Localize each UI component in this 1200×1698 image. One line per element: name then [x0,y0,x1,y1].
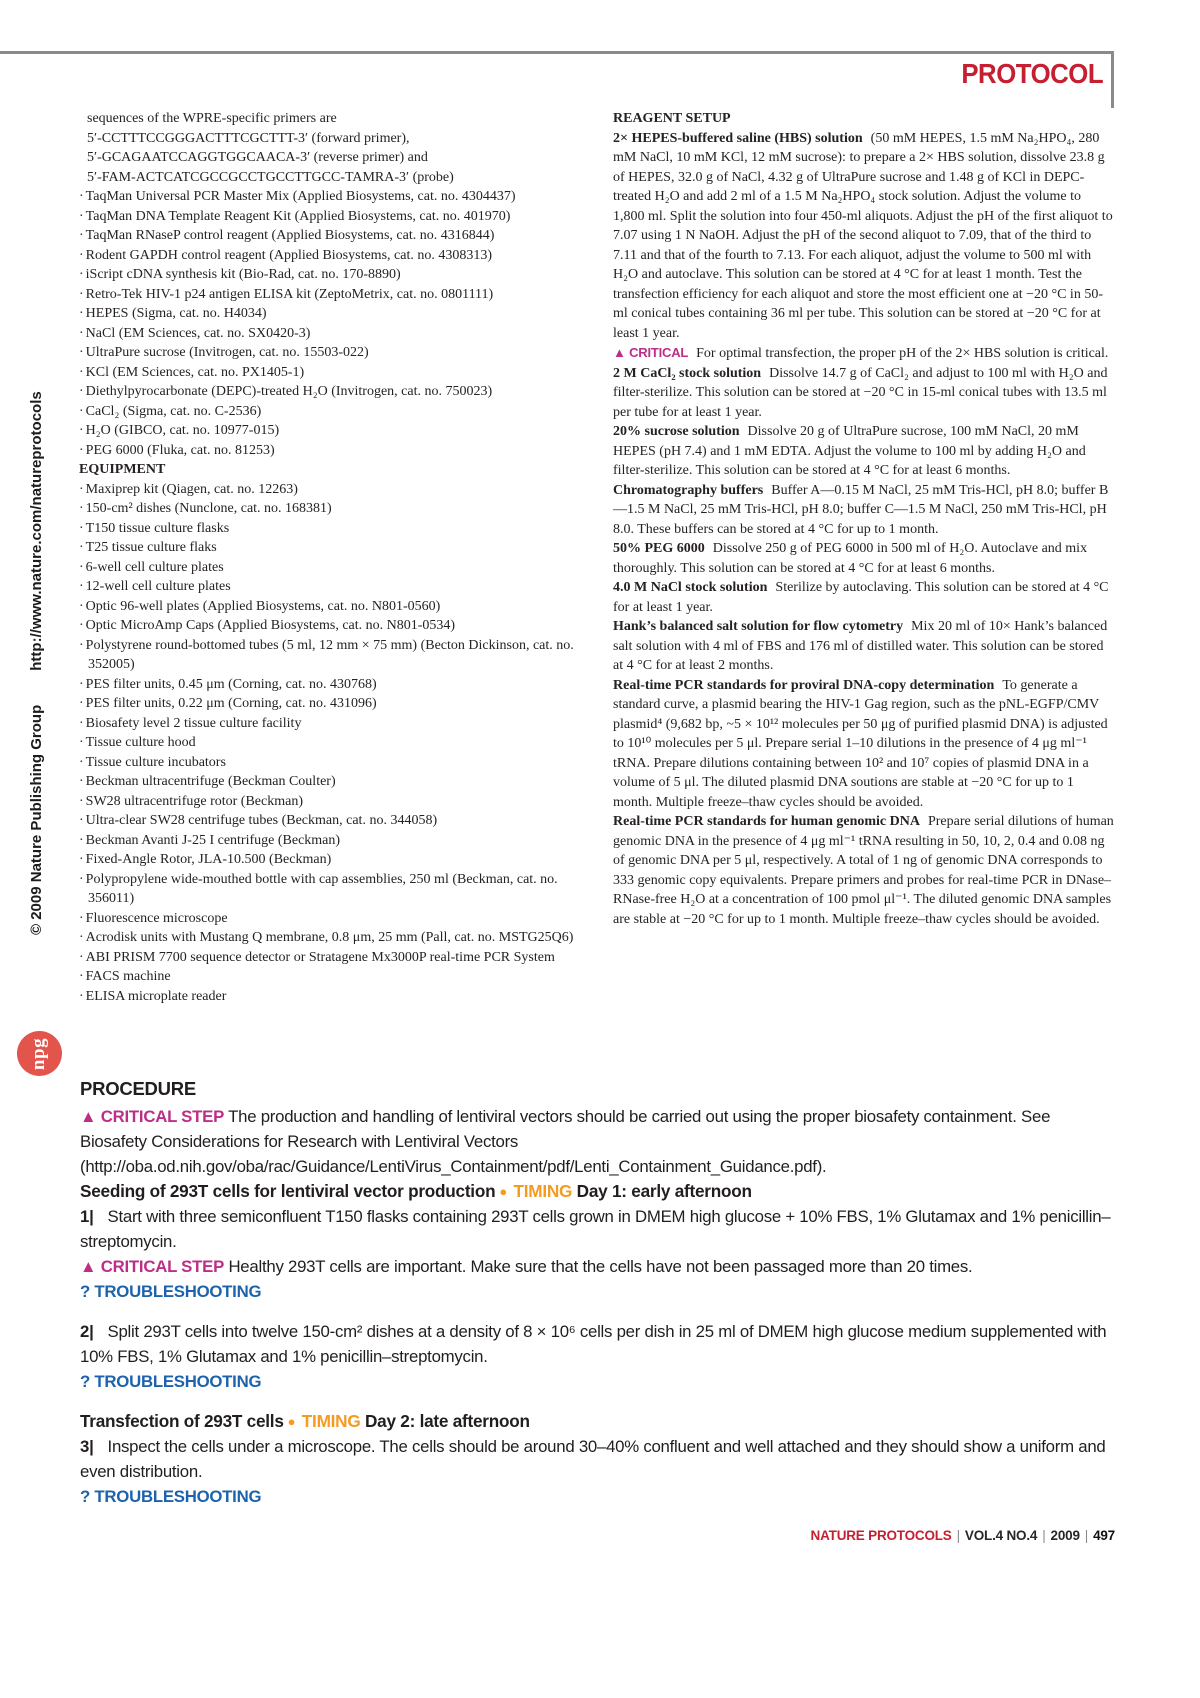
reagent-list-item: · PEG 6000 (Fluka, cat. no. 81253) [79,441,576,461]
reagent-setup-item-text: Dissolve 250 g of PEG 6000 in 500 ml of H₂O. Autoclave and mix thoroughly. This solution can be stored at 4 °C for at least 6 months. [613,541,1088,576]
right-column [613,109,1116,929]
reagent-setup-item [613,343,1116,364]
reagent-list-item: · KCl (EM Sciences, cat. no. PX1405-1) [79,363,576,383]
equipment-bullet-list [79,480,576,1007]
critical-step-text: The production and handling of lentiviral vectors should be carried out using the proper biosafety containment. See Biosafety Considerations for Research with Lentiviral Vectors (http://oba.od.nih.gov/oba/rac/Guidance/LentiVirus_Containment/pdf/Lenti_Containment_Guidance.pdf). [80,1107,1051,1176]
reagent-setup-item-text: Prepare serial dilutions of human genomic DNA in the presence of 4 μg ml⁻¹ tRNA resulting in 50, 10, 2, 0.4 and 0.08 ng of genomic DNA per 5 μl, respectively. A total of 1 ng of genomic DNA corresponds to 333 genomic copy equivalents. Prepare primers and probes for real-time PCR in DNase–RNase-free H₂O at a concentration of 100 pmol μl⁻¹. The diluted genomic DNA samples are stable at −20 °C for up to 1 month. Multiple freeze–thaw cycles should be avoided. [613,814,1114,927]
reagent-setup-item-text: Mix 20 ml of 10× Hank’s balanced salt solution with 4 ml of FBS and 176 ml of distilled water. This solution can be stored at 4 °C for at least 2 months. [613,619,1108,673]
step-1-critical-note [80,1254,1117,1279]
reagent-setup-item [613,364,1116,423]
footer-separator: | [956,1528,960,1543]
reagent-setup-item [613,539,1116,578]
footer-volume: VOL.4 NO.4 [964,1528,1038,1543]
step-number: 2| [80,1322,94,1341]
footer-page-number: 497 [1093,1528,1115,1543]
equipment-list-item: · ELISA microplate reader [79,987,576,1007]
procedure-critical-note [80,1104,1117,1179]
equipment-list-item: · PES filter units, 0.45 μm (Corning, cat. no. 430768) [79,675,576,695]
critical-step-marker: ▲ CRITICAL STEP [80,1107,225,1126]
primer-sequence-line: 5′-CCTTTCCGGGACTTTCGCTTT-3′ (forward primer), [87,130,410,146]
step-number: 1| [80,1207,94,1226]
page-footer [811,1528,1115,1543]
timing-label: TIMING [513,1181,573,1201]
timing-dot-icon: ● [499,1184,507,1199]
timing-label: TIMING [301,1411,361,1431]
reagent-setup-item-text: (50 mM HEPES, 1.5 mM Na₂HPO₄, 280 mM NaCl, 10 mM KCl, 12 mM sucrose): to prepare a 2× HBS solution, dissolve 23.8 g of HEPES, 32.0 g of NaCl, 4.32 g of UltraPure sucrose and 1.48 g of KCl in DEPC-treated H₂O and add 2 ml of a 1.5 M Na₂HPO₄ stock solution. Adjust the volume to 1,800 ml. Split the solution into four 450-ml aliquots. Adjust the pH of the first aliquot to 7.07 using 1 N NaOH. Adjust the pH of the second aliquot to 7.09, that of the third to 7.11 and that of the fourth to 7.13. For each aliquot, adjust the volume to 500 ml with H₂O and autoclave. This solution can be stored at 4 °C for at least 1 month. Test the transfection efficiency for each aliquot and store the most efficient one at −20 °C in 50-ml conical tubes containing 36 ml per tube. This solution can be stored at −20 °C for at least 1 year. [613,130,1113,341]
reagent-setup-item-text: Dissolve 20 g of UltraPure sucrose, 100 mM NaCl, 20 mM HEPES (pH 7.4) and 1 mM EDTA. Adjust the volume to 100 ml by adding H₂O and filter-sterilize. This solution can be stored at 4 °C for at least 6 months. [613,424,1086,478]
reagent-list-item: · TaqMan DNA Template Reagent Kit (Applied Biosystems, cat. no. 401970) [79,207,576,227]
troubleshooting-link: ? TROUBLESHOOTING [80,1372,262,1391]
reagent-list-item: · HEPES (Sigma, cat. no. H4034) [79,304,576,324]
reagent-setup-item-text: To generate a standard curve, a plasmid bearing the HIV-1 Gag region, such as the pNL-EGFP/CMV plasmid⁴ (9,682 bp, ~5 × 10¹² molecules per 50 μg of purified plasmid DNA) is adjusted to 10¹⁰ molecules per 5 μl. Prepare serial 1–10 dilutions in the presence of 4 μg ml⁻¹ tRNA. Prepare dilutions containing between 10² and 10⁷ copies of plasmid DNA in a volume of 5 μl. The diluted plasmid DNA soutions are stable at −20 °C for up to 1 month. Multiple freeze–thaw cycles should be avoided. [613,677,1108,810]
equipment-list-item: · Optic 96-well plates (Applied Biosystems, cat. no. N801-0560) [79,597,576,617]
procedure-step-1 [80,1204,1117,1254]
equipment-list-item: · 150-cm² dishes (Nunclone, cat. no. 168381) [79,499,576,519]
equipment-list-item: · PES filter units, 0.22 μm (Corning, cat. no. 431096) [79,694,576,714]
reagent-list-item: · TaqMan Universal PCR Master Mix (Applied Biosystems, cat. no. 4304437) [79,187,576,207]
wpre-primer-block [79,109,576,187]
npg-logo-text: npg [28,1037,50,1070]
reagent-list-item: · H₂O (GIBCO, cat. no. 10977-015) [79,421,576,441]
reagent-setup-item-label: Chromatography buffers [613,482,764,498]
equipment-list-item: · Fluorescence microscope [79,909,576,929]
reagent-setup-item-text: Buffer A—0.15 M NaCl, 25 mM Tris-HCl, pH 8.0; buffer B—1.5 M NaCl, 25 mM Tris-HCl, pH 8.0; buffer C—1.5 M NaCl, 250 mM Tris-HCl, pH 8.0. These buffers can be stored at 4 °C for up to 1 month. [613,482,1109,537]
reagent-bullet-list [79,187,576,460]
sidebar-journal-url: http://www.nature.com/natureprotocols [28,391,45,671]
reagent-setup-item [613,617,1116,676]
reagent-setup-item [613,578,1116,617]
equipment-list-item: · SW28 ultracentrifuge rotor (Beckman) [79,792,576,812]
npg-logo [17,1031,62,1076]
reagent-setup-item-text: For optimal transfection, the proper pH of the 2× HBS solution is critical. [696,346,1109,361]
reagent-setup-item [613,812,1116,929]
reagent-list-item: · Rodent GAPDH control reagent (Applied Biosystems, cat. no. 4308313) [79,246,576,266]
step-text: Start with three semiconfluent T150 flasks containing 293T cells grown in DMEM high glucose + 10% FBS, 1% Glutamax and 1% penicillin–streptomycin. [80,1207,1111,1251]
reagent-setup-header: REAGENT SETUP [613,111,731,126]
equipment-list-item: · 12-well cell culture plates [79,577,576,597]
reagent-setup-item-label: Real-time PCR standards for human genomic DNA [613,814,920,829]
reagent-list-item: · CaCl₂ (Sigma, cat. no. C-2536) [79,402,576,422]
equipment-list-item: · Beckman ultracentrifuge (Beckman Coulter) [79,772,576,792]
critical-step-text: Healthy 293T cells are important. Make sure that the cells have not been passaged more than 20 times. [228,1257,973,1276]
section-heading-seeding [80,1179,1117,1204]
reagent-setup-item-label: 50% PEG 6000 [613,541,705,556]
equipment-list-item: · Acrodisk units with Mustang Q membrane, 0.8 μm, 25 mm (Pall, cat. no. MSTG25Q6) [79,928,576,948]
footer-separator: | [1084,1528,1089,1543]
equipment-list-item: · Tissue culture hood [79,733,576,753]
critical-step-marker: ▲ CRITICAL STEP [80,1257,225,1276]
reagent-setup-item-label: Real-time PCR standards for proviral DNA-copy determination [613,677,995,693]
footer-separator: | [1042,1528,1046,1543]
equipment-list-item: · FACS machine [79,967,576,987]
reagent-list-item: · NaCl (EM Sciences, cat. no. SX0420-3) [79,324,576,344]
equipment-list-item: · Polystyrene round-bottomed tubes (5 ml, 12 mm × 75 mm) (Becton Dickinson, cat. no. 352005) [79,636,576,675]
procedure-step-3 [80,1434,1117,1484]
reagent-setup-item [613,481,1116,540]
left-column [79,109,576,1006]
reagent-setup-list [613,129,1116,930]
timing-value: Day 2: late afternoon [364,1411,530,1431]
section-heading-transfection [80,1409,1117,1434]
header-horizontal-rule [0,51,1113,54]
timing-value: Day 1: early afternoon [576,1181,752,1201]
equipment-list-item: · Maxiprep kit (Qiagen, cat. no. 12263) [79,480,576,500]
reagent-setup-item-label: 20% sucrose solution [613,424,740,439]
reagent-setup-item-label: 4.0 M NaCl stock solution [613,580,768,595]
reagent-setup-item-label: 2× HEPES-buffered saline (HBS) solution [613,130,863,146]
reagent-list-item: · iScript cDNA synthesis kit (Bio-Rad, cat. no. 170-8890) [79,265,576,285]
procedure-step-2 [80,1319,1117,1369]
footer-year: 2009 [1050,1528,1080,1543]
step-number: 3| [80,1437,94,1456]
reagent-setup-item-text: Sterilize by autoclaving. This solution can be stored at 4 °C for at least 1 year. [613,580,1109,615]
reagent-setup-item-label: ▲ CRITICAL [613,345,689,360]
equipment-list-item: · Optic MicroAmp Caps (Applied Biosystems, cat. no. N801-0534) [79,616,576,636]
equipment-list-item: · Ultra-clear SW28 centrifuge tubes (Beckman, cat. no. 344058) [79,811,576,831]
section-heading-text: Transfection of 293T cells [80,1411,284,1431]
equipment-list-item: · Polypropylene wide-mouthed bottle with cap assemblies, 250 ml (Beckman, cat. no. 356011) [79,870,576,909]
header-vertical-rule [1111,51,1114,108]
reagent-setup-item-label: Hank’s balanced salt solution for flow cytometry [613,619,904,634]
equipment-list-item: · T25 tissue culture flaks [79,538,576,558]
section-heading-text: Seeding of 293T cells for lentiviral vector production [80,1181,496,1201]
reagent-setup-item [613,676,1116,813]
page-type-label: PROTOCOL [961,58,1103,89]
equipment-list-item: · Tissue culture incubators [79,753,576,773]
sidebar-vertical-text [28,335,45,935]
reagent-setup-item-text: Dissolve 14.7 g of CaCl₂ and adjust to 100 ml with H₂O and filter-sterilize. This solution can be stored at −20 °C in 15-ml conical tubes with 13.5 ml per tube for at least 1 year. [613,365,1108,420]
procedure-section [80,1076,1117,1524]
step-text: Inspect the cells under a microscope. The cells should be around 30–40% confluent and well attached and they should show a uniform and even distribution. [80,1437,1106,1481]
equipment-list-item: · Biosafety level 2 tissue culture facility [79,714,576,734]
reagent-setup-item-label: 2 M CaCl₂ stock solution [613,365,762,381]
reagent-list-item: · Diethylpyrocarbonate (DEPC)-treated H₂O (Invitrogen, cat. no. 750023) [79,382,576,402]
reagent-list-item: · Retro-Tek HIV-1 p24 antigen ELISA kit (ZeptoMetrix, cat. no. 0801111) [79,285,576,305]
troubleshooting-link: ? TROUBLESHOOTING [80,1282,262,1301]
reagent-setup-item [613,422,1116,481]
equipment-list-item: · ABI PRISM 7700 sequence detector or Stratagene Mx3000P real-time PCR System [79,948,576,968]
sidebar-copyright: © 2009 Nature Publishing Group [28,704,45,935]
primer-sequence-line: sequences of the WPRE-specific primers are [87,111,337,126]
equipment-header: EQUIPMENT [79,462,166,477]
reagent-list-item: · TaqMan RNaseP control reagent (Applied Biosystems, cat. no. 4316844) [79,226,576,246]
equipment-list-item: · 6-well cell culture plates [79,558,576,578]
footer-journal-name: NATURE PROTOCOLS [810,1528,952,1543]
equipment-list-item: · T150 tissue culture flasks [79,519,576,539]
reagent-list-item: · UltraPure sucrose (Invitrogen, cat. no. 15503-022) [79,343,576,363]
troubleshooting-link: ? TROUBLESHOOTING [80,1487,262,1506]
primer-sequence-line: 5′-GCAGAATCCAGGTGGCAACA-3′ (reverse primer) and [87,150,428,165]
reagent-setup-item [613,129,1116,344]
timing-dot-icon: ● [287,1414,296,1429]
step-text: Split 293T cells into twelve 150-cm² dishes at a density of 8 × 10⁶ cells per dish in 25 ml of DMEM high glucose medium supplemented with 10% FBS, 1% Glutamax and 1% penicillin–streptomycin. [80,1322,1107,1366]
procedure-title: PROCEDURE [80,1078,196,1099]
equipment-list-item: · Fixed-Angle Rotor, JLA-10.500 (Beckman) [79,850,576,870]
primer-sequence-line: 5′-FAM-ACTCATCGCCGCCTGCCTTGCC-TAMRA-3′ (probe) [87,169,454,185]
equipment-list-item: · Beckman Avanti J-25 I centrifuge (Beckman) [79,831,576,851]
